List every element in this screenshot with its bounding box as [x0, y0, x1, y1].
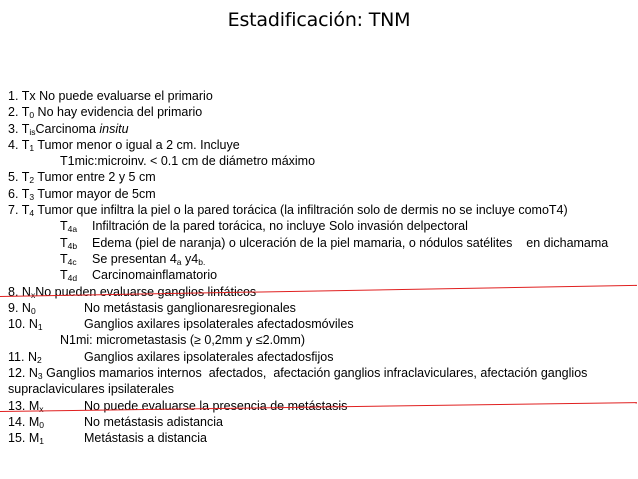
list-item-t4c — [8, 251, 632, 267]
item-code: M — [28, 414, 40, 429]
tnm-list — [8, 88, 632, 447]
item-text: Tumor entre 2 y 5 cm — [37, 170, 156, 185]
item-code-sub: 0 — [29, 110, 35, 121]
item-text: Ganglios axilares ipsolaterales afectadosmóviles — [84, 317, 354, 332]
item-text: supraclaviculares ipsilaterales — [8, 382, 175, 397]
item-text: Carcinomainflamatorio — [92, 268, 218, 283]
item-text-sub: b. — [198, 256, 206, 267]
item-number: 4. — [8, 137, 19, 152]
item-text: No puede evaluarse el primario — [39, 89, 213, 103]
item-number: 14. — [8, 414, 26, 429]
item-number: 12. — [8, 366, 26, 381]
item-code-sub: x — [30, 289, 36, 300]
item-code-sub: 4b — [67, 240, 78, 251]
item-text: Tumor que infiltra la piel o la pared torácica (la infiltración solo de dermis no se incluye comoT4) — [37, 203, 568, 218]
item-code: T — [21, 121, 30, 136]
list-item-t4 — [8, 202, 632, 218]
item-code: T — [21, 137, 30, 152]
list-item-t1mic — [8, 153, 632, 169]
list-item-t2 — [8, 169, 632, 185]
item-text: Ganglios axilares ipsolaterales afectadosfijos — [84, 349, 334, 364]
item-text: Ganglios mamarios internos afectados, afectación ganglios infraclaviculares, afectación ganglios — [46, 366, 588, 381]
item-code-sub: 2 — [29, 175, 35, 186]
item-number: 10. — [8, 317, 26, 332]
item-text: No puede evaluarse la presencia de metástasis — [84, 398, 348, 413]
list-item-t1 — [8, 137, 632, 153]
item-text: Infiltración de la pared torácica, no incluye Solo invasión delpectoral — [92, 219, 468, 234]
item-code-sub: 2 — [36, 354, 42, 365]
item-text: T1mic:microinv. < 0.1 cm de diámetro máximo — [60, 154, 316, 169]
item-code: N — [21, 284, 31, 299]
item-code-sub: 4 — [29, 208, 35, 219]
item-code: T — [60, 251, 68, 266]
list-item-m0 — [8, 414, 632, 430]
item-text-italic: insitu — [99, 121, 129, 136]
item-code: N — [21, 300, 31, 315]
list-item-tis — [8, 121, 632, 137]
list-item-t4a — [8, 218, 632, 234]
item-number: 11. — [8, 349, 25, 364]
item-code: N — [28, 317, 38, 332]
item-number: 2. — [8, 105, 19, 120]
list-item-n1 — [8, 316, 632, 332]
item-text: Metástasis a distancia — [84, 431, 207, 446]
item-number: 6. — [8, 186, 19, 201]
item-code: Tx — [21, 89, 36, 103]
item-code-sub: 0 — [39, 419, 45, 430]
item-number: 7. — [8, 203, 19, 218]
item-number: 1. — [8, 89, 19, 103]
item-number: 8. — [8, 284, 19, 299]
list-item-n2 — [8, 349, 632, 365]
item-code: T — [21, 170, 30, 185]
item-text: No metástasis adistancia — [84, 414, 223, 429]
item-text: Edema (piel de naranja) o ulceración de la piel mamaria, o nódulos satélites en dichamama — [92, 235, 609, 250]
item-code: T — [60, 268, 68, 283]
list-item-t4d — [8, 267, 632, 283]
item-number: 13. — [8, 398, 26, 413]
list-item-tx — [8, 88, 632, 104]
item-number: 3. — [8, 121, 19, 136]
item-code-sub: 4a — [67, 224, 78, 235]
list-item-t3 — [8, 186, 632, 202]
item-code-sub: is — [29, 126, 36, 137]
item-code: T — [60, 219, 68, 234]
item-code-sub: 3 — [37, 371, 43, 382]
list-item-t4b — [8, 235, 632, 251]
item-text: No pueden evaluarse ganglios linfáticos — [35, 284, 257, 299]
item-code-sub: 1 — [39, 436, 45, 447]
item-text: N1mi: micrometastasis (≥ 0,2mm y ≤2.0mm) — [60, 333, 306, 348]
item-text: No hay evidencia del primario — [37, 105, 203, 120]
item-number: 5. — [8, 170, 19, 185]
item-code: T — [60, 235, 68, 250]
list-item-m1 — [8, 430, 632, 446]
item-code: N — [28, 366, 38, 381]
slide-title: Estadificación: TNM — [227, 9, 411, 31]
item-code-sub: x — [39, 403, 44, 414]
list-item-t0 — [8, 104, 632, 120]
item-code-sub: 4c — [67, 256, 77, 267]
list-item-n1mi — [8, 332, 632, 348]
item-text-sub: a — [176, 256, 182, 267]
item-code-sub: 3 — [29, 191, 35, 202]
item-code-sub: 4d — [67, 273, 78, 284]
list-item-n0 — [8, 300, 632, 316]
list-item-n3 — [8, 365, 632, 381]
item-code: T — [21, 186, 30, 201]
item-number: 15. — [8, 431, 26, 446]
item-number: 9. — [8, 300, 19, 315]
item-text: No metástasis ganglionaresregionales — [84, 300, 296, 315]
list-item-n3-cont — [8, 381, 632, 397]
item-code-sub: 1 — [37, 322, 43, 333]
item-code: T — [21, 105, 30, 120]
item-text: Carcinoma — [35, 121, 100, 136]
item-code: M — [28, 398, 40, 413]
item-code-sub: 0 — [30, 305, 36, 316]
item-code-sub: 1 — [29, 142, 35, 153]
item-code: T — [21, 203, 30, 218]
item-text: Se presentan 4 — [92, 251, 177, 266]
item-text: y4 — [181, 251, 199, 266]
item-code: N — [27, 349, 37, 364]
item-text: Tumor menor o igual a 2 cm. Incluye — [37, 137, 240, 152]
item-code: M — [28, 431, 40, 446]
item-text: Tumor mayor de 5cm — [37, 186, 156, 201]
